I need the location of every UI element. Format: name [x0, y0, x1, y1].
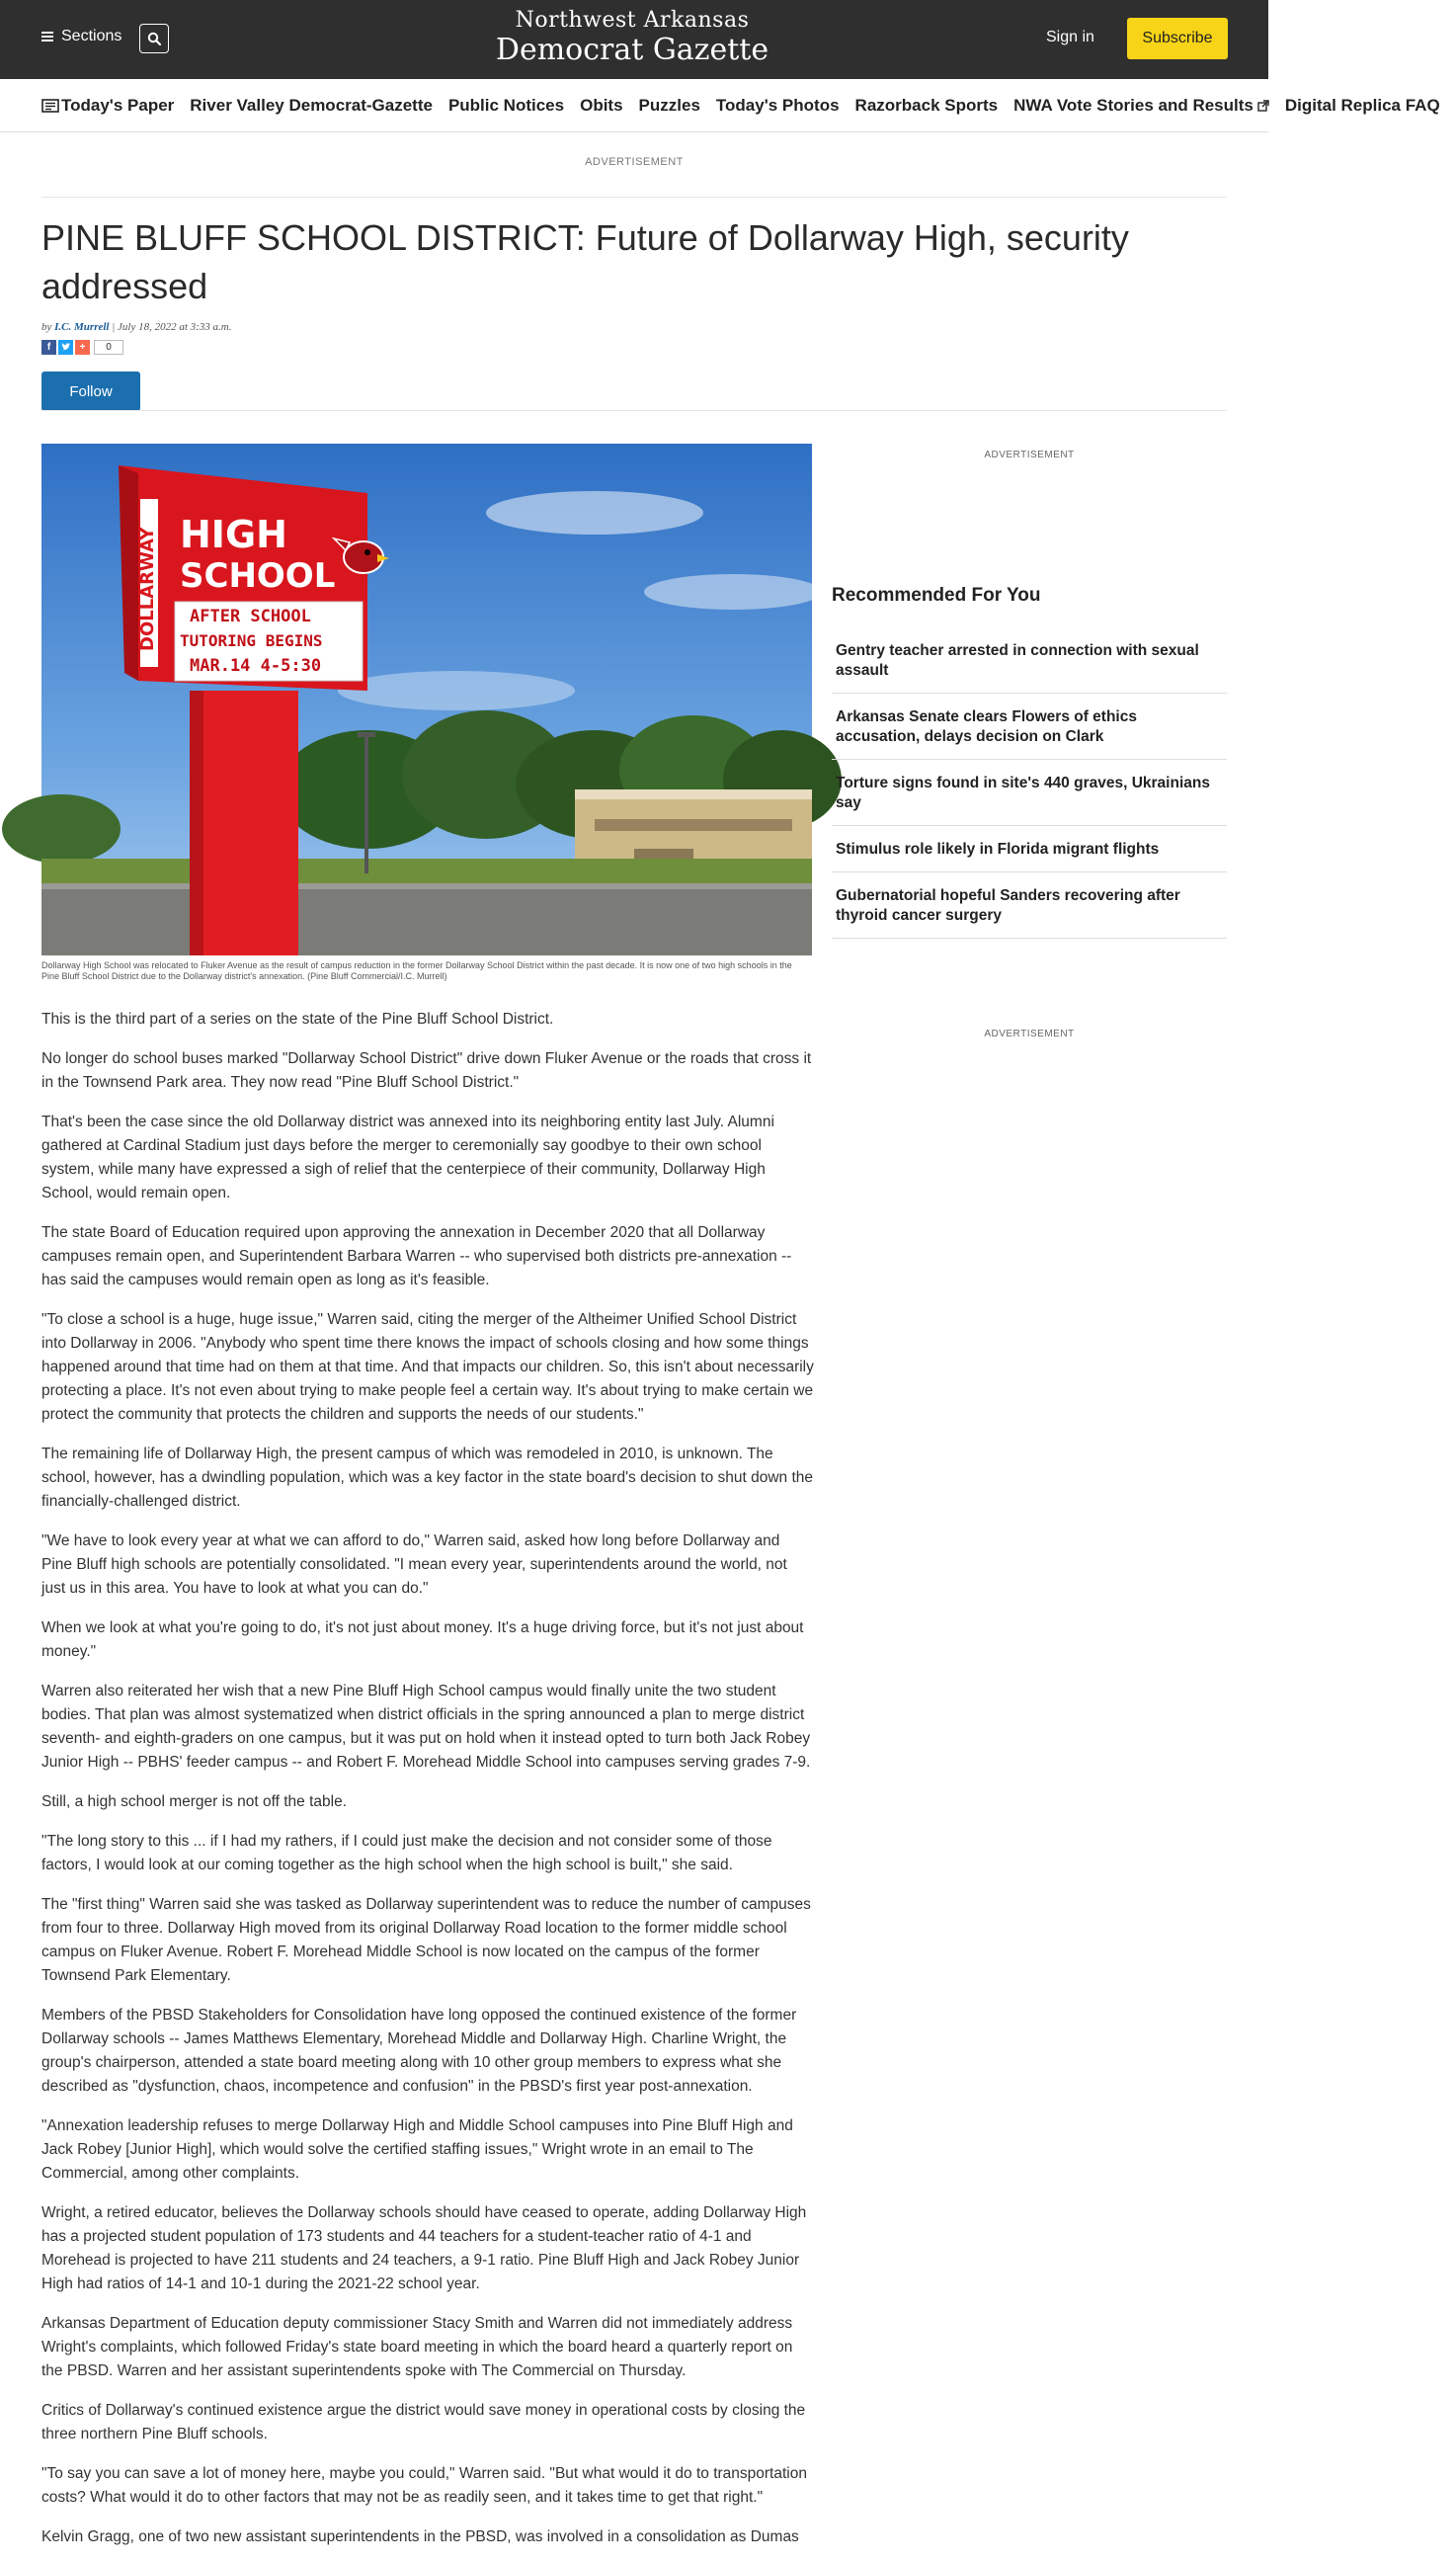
author-link[interactable]: I.C. Murrell	[54, 321, 110, 333]
publish-date: July 18, 2022 at 3:33 a.m.	[118, 321, 232, 333]
byline-separator: |	[112, 321, 116, 333]
marquee-line-2: TUTORING BEGINS	[180, 631, 323, 650]
nav-item-todays-photos[interactable]: Today's Photos	[715, 96, 840, 115]
recommended-title: Recommended For You	[832, 585, 1041, 606]
follow-button[interactable]: Follow	[41, 372, 140, 411]
dollarway-sign-photo	[41, 444, 812, 955]
paragraph: Warren also reiterated her wish that a new Pine Bluff High School campus would finally unite the two student bodies. That plan was almost systematized when district officials in the spring announced a plan to merge district seventh- and eighth-graders on one campus, but it was put on hold when it instead opted to turn both Jack Robey Junior High -- PBHS' feeder campus -- and Robert F. Morehead Middle School into campuses serving grades 7-9.	[41, 1683, 811, 1771]
recommended-item[interactable]: Stimulus role likely in Florida migrant flights	[832, 826, 1227, 872]
search-icon	[147, 32, 161, 45]
sign-school-text: SCHOOL	[180, 556, 336, 596]
main-nav	[0, 79, 1440, 132]
recommended-list	[832, 626, 1227, 939]
paragraph: "To say you can save a lot of money here, maybe you could," Warren said. "But what would it do to transportation costs? What would it do to other factors that may not be as readily seen, and it takes time to get that right."	[41, 2465, 807, 2506]
sign-side-text: DOLLARWAY	[137, 527, 158, 651]
ad-banner-top: ADVERTISEMENT	[41, 132, 1227, 198]
nav-item-digital-replica[interactable]: Digital Replica FAQ	[1284, 96, 1440, 115]
paragraph: Members of the PBSD Stakeholders for Consolidation have long opposed the continued existence of the former Dollarway schools -- James Matthews Elementary, Morehead Middle and Dollarway High. Charline Wright, the group's chairperson, attended a state board meeting along with 10 other group members to express what she described as "dysfunction, chaos, incompetence and confusion" in the PBSD's first year post-annexation.	[41, 2007, 797, 2095]
paragraph: Still, a high school merger is not off the table.	[41, 1793, 348, 1810]
nav-item-puzzles[interactable]: Puzzles	[638, 96, 700, 115]
sign-in-link[interactable]: Sign in	[1046, 29, 1094, 45]
paragraph: Wright, a retired educator, believes the Dollarway schools should have ceased to operate, adding Dollarway High has a projected student population of 173 students and 44 teachers for a student-teacher ratio of 4-1 and Morehead is projected to have 211 students and 24 teachers, a 9-1 ratio. Pine Bluff High and Jack Robey Junior High had ratios of 14-1 and 10-1 during the 2021-22 school year.	[41, 2204, 807, 2292]
paragraph: That's been the case since the old Dollarway district was annexed into its neighboring entity last July. Alumni gathered at Cardinal Stadium just days before the merger to ceremonially say goodbye to their own school system, while many have expressed a sigh of relief that the centerpiece of their community, Dollarway High School, would remain open.	[41, 1114, 774, 1201]
sections-label: Sections	[61, 28, 122, 44]
paragraph: Kelvin Gragg, one of two new assistant superintendents in the PBSD, was involved in a consolidation as Dumas	[41, 2528, 799, 2545]
external-link-icon	[1257, 100, 1269, 112]
paragraph: The state Board of Education required upon approving the annexation in December 2020 that all Dollarway campuses remain open, and Superintendent Barbara Warren -- who supervised both districts pre-annexation -- has said the campuses would remain open as long as it's feasible.	[41, 1224, 792, 1288]
photo-caption: Dollarway High School was relocated to Fluker Avenue as the result of campus reduction in the former Dollarway School District within the past decade. It is now one of two high schools in the Pine Bluff School District due to the Dollarway district's annexation. (Pine Bluff Commercial/I.C. Murrell)	[41, 960, 792, 981]
addthis-share-icon[interactable]: +	[75, 340, 90, 355]
byline-prefix: by	[41, 321, 52, 333]
nav-label: Today's Paper	[61, 96, 175, 115]
divider	[41, 410, 1227, 411]
nav-item-razorback-sports[interactable]: Razorback Sports	[854, 96, 999, 115]
subscribe-button[interactable]: Subscribe	[1127, 18, 1228, 59]
facebook-share-icon[interactable]: f	[41, 340, 56, 355]
nav-item-public-notices[interactable]: Public Notices	[447, 96, 565, 115]
marquee-line-1: AFTER SCHOOL	[190, 607, 311, 626]
site-header	[0, 0, 1268, 79]
paragraph: "We have to look every year at what we can afford to do," Warren said, asked how long before Dollarway and Pine Bluff high schools are potentially consolidated. "I mean every year, superintendents around the world, not just us in this area. You have to look at what you can do."	[41, 1532, 787, 1597]
share-bar	[41, 340, 123, 355]
sections-menu-button[interactable]	[41, 28, 121, 45]
paragraph: This is the third part of a series on the state of the Pine Bluff School District.	[41, 1011, 554, 1028]
logo-line-2: Democrat Gazette	[495, 33, 769, 67]
marquee-line-3: MAR.14 4-5:30	[190, 656, 322, 676]
ad-sidebar-top: ADVERTISEMENT	[984, 450, 1075, 460]
recommended-item[interactable]: Torture signs found in site's 440 graves, Ukrainians say	[832, 760, 1227, 826]
site-logo[interactable]	[484, 8, 780, 67]
article-photo[interactable]	[41, 444, 812, 955]
paragraph: "Annexation leadership refuses to merge Dollarway High and Middle School campuses into Pine Bluff High and Jack Robey [Junior High], which would solve the certified staffing issues," Wright wrote in an email to The Commercial, among other complaints.	[41, 2117, 793, 2182]
article-body	[41, 1008, 814, 2565]
paragraph: Arkansas Department of Education deputy commissioner Stacy Smith and Warren did not immediately address Wright's complaints, which followed Friday's state board meeting in which the board heard a quarterly report on the PBSD. Warren and her assistant superintendents spoke with The Commercial on Thursday.	[41, 2315, 793, 2379]
paragraph: When we look at what you're going to do, it's not just about money. It's a huge driving force, but it's not just about money."	[41, 1619, 804, 1660]
recommended-item[interactable]: Gentry teacher arrested in connection with sexual assault	[832, 626, 1227, 694]
paragraph: The "first thing" Warren said she was tasked as Dollarway superintendent was to reduce the number of campuses from four to three. Dollarway High moved from its original Dollarway Road location to the former middle school campus on Fluker Avenue. Robert F. Morehead Middle School is now located on the campus of the former Townsend Park Elementary.	[41, 1896, 811, 1984]
twitter-share-icon[interactable]	[58, 340, 73, 355]
paragraph: The remaining life of Dollarway High, the present campus of which was remodeled in 2010, is unknown. The school, however, has a dwindling population, which was a key factor in the state board's decision to shut down the financially-challenged district.	[41, 1446, 814, 1510]
nav-item-nwa-vote[interactable]	[1013, 96, 1269, 116]
recommended-item[interactable]: Gubernatorial hopeful Sanders recovering after thyroid cancer surgery	[832, 872, 1227, 939]
byline	[41, 321, 231, 333]
paragraph: No longer do school buses marked "Dollarway School District" drive down Fluker Avenue or the roads that cross it in the Townsend Park area. They now read "Pine Bluff School District."	[41, 1050, 812, 1091]
recommended-item[interactable]: Arkansas Senate clears Flowers of ethics accusation, delays decision on Clark	[832, 694, 1227, 760]
paragraph: "To close a school is a huge, huge issue," Warren said, citing the merger of the Altheimer Unified School District into Dollarway in 2006. "Anybody who spent time there knows the impact of schools closing and how some things happened around that time had on them at that time. And that impacts our children. So, this isn't about necessarily protecting a place. It's not even about trying to make people feel a certain way. It's about trying to make certain we protect the community that protects the children and supports the needs of our students."	[41, 1311, 814, 1423]
ad-sidebar-bottom: ADVERTISEMENT	[984, 1029, 1075, 1039]
sign-high-text: HIGH	[180, 513, 287, 556]
nav-item-river-valley[interactable]: River Valley Democrat-Gazette	[190, 96, 433, 115]
paragraph: Critics of Dollarway's continued existence argue the district would save money in operational costs by closing the three northern Pine Bluff schools.	[41, 2402, 806, 2442]
share-count: 0	[94, 340, 123, 355]
nav-item-obits[interactable]: Obits	[580, 96, 623, 115]
nav-item-todays-paper[interactable]	[41, 96, 174, 116]
logo-line-1: Northwest Arkansas	[515, 8, 750, 33]
search-button[interactable]	[139, 24, 169, 53]
nav-label: NWA Vote Stories and Results	[1013, 96, 1254, 115]
article-headline: PINE BLUFF SCHOOL DISTRICT: Future of Dollarway High, security addressed	[41, 217, 1129, 306]
nav-items	[41, 96, 1456, 116]
newspaper-icon	[41, 99, 59, 113]
paragraph: "The long story to this ... if I had my rathers, if I could just make the decision and not consider some of those factors, I would look at our coming together as the high school when the high school is built," she said.	[41, 1833, 772, 1873]
hamburger-icon	[41, 32, 53, 41]
